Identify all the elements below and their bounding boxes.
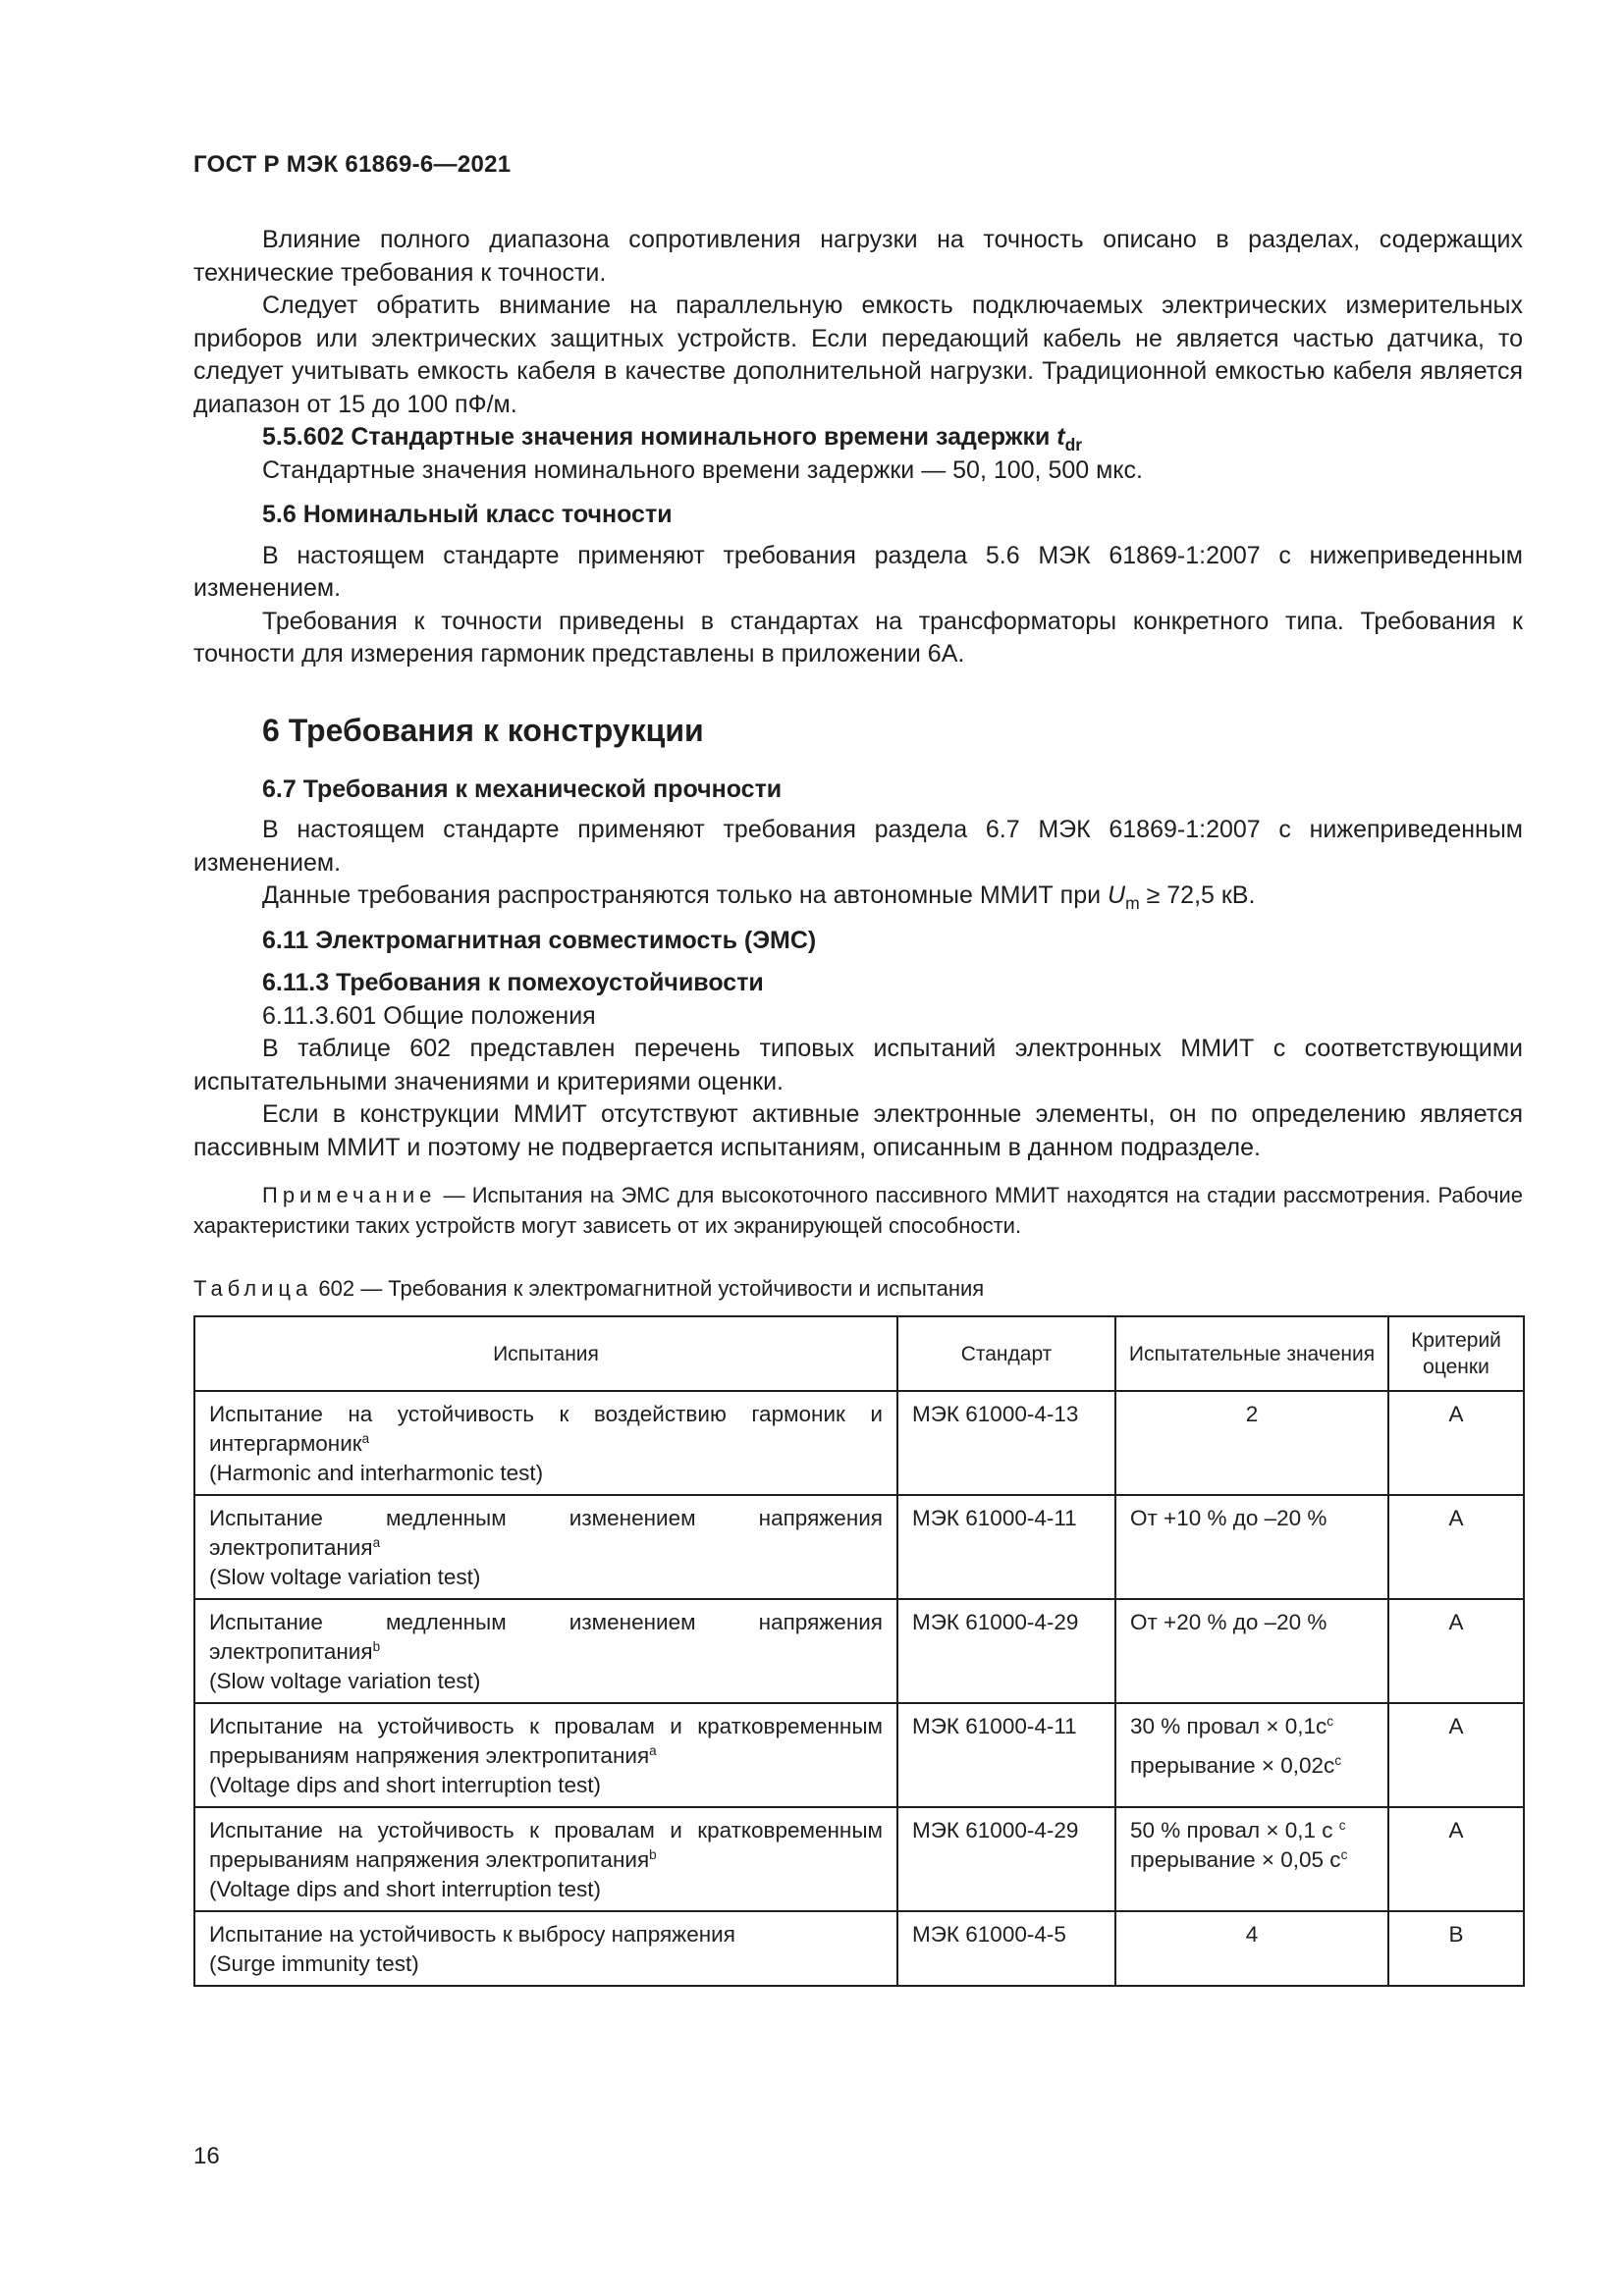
test-value: 30 % провал × 0,1с (1130, 1714, 1327, 1738)
symbol-t: t (1056, 423, 1065, 451)
footnote-mark: a (361, 1430, 370, 1446)
test-name-cell (194, 1599, 897, 1703)
test-value: прерывание × 0,05 с (1130, 1847, 1341, 1872)
test-name: Испытание медленным изменением напряжения электропитания (209, 1506, 883, 1560)
criterion-cell: A (1388, 1599, 1524, 1703)
footnote-mark: b (372, 1638, 381, 1654)
subsection-heading: 6.11.3.601 Общие положения (262, 1001, 596, 1030)
criterion-cell: A (1388, 1495, 1524, 1599)
test-name-cell (194, 1807, 897, 1911)
test-value: 50 % провал × 0,1 с (1130, 1818, 1339, 1842)
table-row (194, 1599, 1524, 1703)
test-name-cell (194, 1703, 897, 1807)
test-name-en: (Voltage dips and short interruption test) (209, 1877, 601, 1901)
criterion-cell: A (1388, 1391, 1524, 1495)
paragraph: В таблице 602 представлен перечень типовых испытаний электронных ММИТ с соответствующими испытательными значениями и критериями оценки. (193, 1035, 1523, 1095)
section-heading-5-5-602 (193, 421, 1523, 454)
text: Данные требования распространяются только на автономные ММИТ при (262, 881, 1109, 909)
table-row (194, 1911, 1524, 1986)
standard-cell: МЭК 61000-4-11 (897, 1703, 1115, 1807)
paragraph (193, 880, 1523, 913)
test-value-cell (1115, 1703, 1388, 1807)
test-name-en: (Surge immunity test) (209, 1951, 419, 1976)
note (193, 1180, 1523, 1241)
test-name-cell (194, 1391, 897, 1495)
test-value-cell (1115, 1807, 1388, 1911)
test-name-en: (Slow voltage variation test) (209, 1565, 481, 1589)
column-header: Испытательные значения (1115, 1316, 1388, 1391)
paragraph: В настоящем стандарте применяют требования раздела 5.6 МЭК 61869-1:2007 с нижеприведенным изменением. (193, 541, 1523, 602)
column-header: Стандарт (897, 1316, 1115, 1391)
test-name: Испытание на устойчивость к воздействию гармоник и интергармоник (209, 1402, 883, 1456)
caption-label: Таблица (193, 1276, 313, 1301)
caption-text: 602 — Требования к электромагнитной устойчивости и испытания (312, 1276, 985, 1301)
test-value: 2 (1245, 1402, 1259, 1426)
paragraph: В настоящем стандарте применяют требования раздела 6.7 МЭК 61869-1:2007 с нижеприведенным изменением. (193, 816, 1523, 877)
footnote-mark: c (1340, 1846, 1348, 1862)
test-name-en: (Voltage dips and short interruption test) (209, 1773, 601, 1797)
test-name-en: (Harmonic and interharmonic test) (209, 1461, 544, 1485)
test-value-cell (1115, 1911, 1388, 1986)
test-value-cell (1115, 1391, 1388, 1495)
paragraph: Следует обратить внимание на параллельную емкость подключаемых электрических измерительных приборов или электрических защитных устройств. Если передающий кабель не является частью датчика, то следует учитывать емкость кабеля в качестве дополнительной нагрузки. Традиционной емкостью кабеля является диапазон от 15 до 100 пФ/м. (193, 292, 1523, 418)
table-row (194, 1703, 1524, 1807)
document-body (193, 224, 1523, 1987)
table-header-row (194, 1316, 1524, 1391)
test-value: От +10 % до –20 % (1130, 1506, 1327, 1530)
test-value-cell (1115, 1495, 1388, 1599)
document-header: ГОСТ Р МЭК 61869-6—2021 (193, 151, 512, 178)
test-value: От +20 % до –20 % (1130, 1610, 1327, 1634)
test-value-cell (1115, 1599, 1388, 1703)
page-number: 16 (193, 2143, 220, 2169)
paragraph: Влияние полного диапазона сопротивления нагрузки на точность описано в разделах, содержащих технические требования к точности. (193, 226, 1523, 287)
section-heading-6-11: 6.11 Электромагнитная совместимость (ЭМС) (262, 926, 817, 954)
standard-cell: МЭК 61000-4-29 (897, 1599, 1115, 1703)
footnote-mark: a (649, 1742, 657, 1758)
heading-text: 5.5.602 Стандартные значения номинального времени задержки (262, 423, 1057, 451)
symbol-subscript: m (1125, 893, 1140, 914)
note-text: — Испытания на ЭМС для высокоточного пассивного ММИТ находятся на стадии рассмотрения. Рабочие характеристики таких устройств могут зависеть от их экранирующей способности. (193, 1183, 1523, 1238)
paragraph: Если в конструкции ММИТ отсутствуют активные электронные элементы, он по определению является пассивным ММИТ и поэтому не подвергается испытаниям, описанным в данном подразделе. (193, 1100, 1523, 1161)
standard-cell: МЭК 61000-4-11 (897, 1495, 1115, 1599)
test-name: Испытание медленным изменением напряжения электропитания (209, 1610, 883, 1664)
table-row (194, 1391, 1524, 1495)
symbol-u: U (1108, 881, 1126, 909)
text: ≥ 72,5 кВ. (1139, 881, 1256, 909)
paragraph: Стандартные значения номинального времени задержки — 50, 100, 500 мкс. (262, 455, 1143, 484)
standard-cell: МЭК 61000-4-5 (897, 1911, 1115, 1986)
criterion-cell: A (1388, 1807, 1524, 1911)
footnote-mark: a (372, 1534, 381, 1550)
emc-requirements-table (193, 1315, 1525, 1987)
test-name: Испытание на устойчивость к провалам и кратковременным прерываниям напряжения электропитания (209, 1714, 883, 1768)
test-value: прерывание × 0,02с (1130, 1753, 1335, 1778)
column-header: Критерий оценки (1388, 1316, 1524, 1391)
paragraph: Требования к точности приведены в стандартах на трансформаторы конкретного типа. Требования к точности для измерения гармоник представлены в приложении 6А. (193, 607, 1523, 667)
table-caption (193, 1274, 1523, 1304)
column-header: Испытания (194, 1316, 897, 1391)
criterion-cell: A (1388, 1703, 1524, 1807)
test-name-cell (194, 1911, 897, 1986)
table-row (194, 1495, 1524, 1599)
section-heading-6-7: 6.7 Требования к механической прочности (262, 774, 783, 803)
test-name-cell (194, 1495, 897, 1599)
section-heading-6: 6 Требования к конструкции (262, 712, 704, 748)
footnote-mark: c (1338, 1817, 1346, 1833)
test-name-en: (Slow voltage variation test) (209, 1669, 481, 1693)
section-heading-5-6: 5.6 Номинальный класс точности (262, 501, 673, 528)
symbol-subscript: dr (1064, 435, 1083, 455)
standard-cell: МЭК 61000-4-13 (897, 1391, 1115, 1495)
test-name: Испытание на устойчивость к выбросу напряжения (209, 1922, 735, 1947)
footnote-mark: c (1334, 1752, 1342, 1768)
standard-cell: МЭК 61000-4-29 (897, 1807, 1115, 1911)
criterion-cell: B (1388, 1911, 1524, 1986)
note-label: Примечание (262, 1183, 437, 1207)
section-heading-6-11-3: 6.11.3 Требования к помехоустойчивости (262, 969, 764, 996)
test-name: Испытание на устойчивость к провалам и кратковременным прерываниям напряжения электропитания (209, 1818, 883, 1872)
footnote-mark: b (649, 1846, 657, 1862)
test-value: 4 (1245, 1922, 1259, 1947)
table-row (194, 1807, 1524, 1911)
footnote-mark: c (1326, 1713, 1334, 1729)
